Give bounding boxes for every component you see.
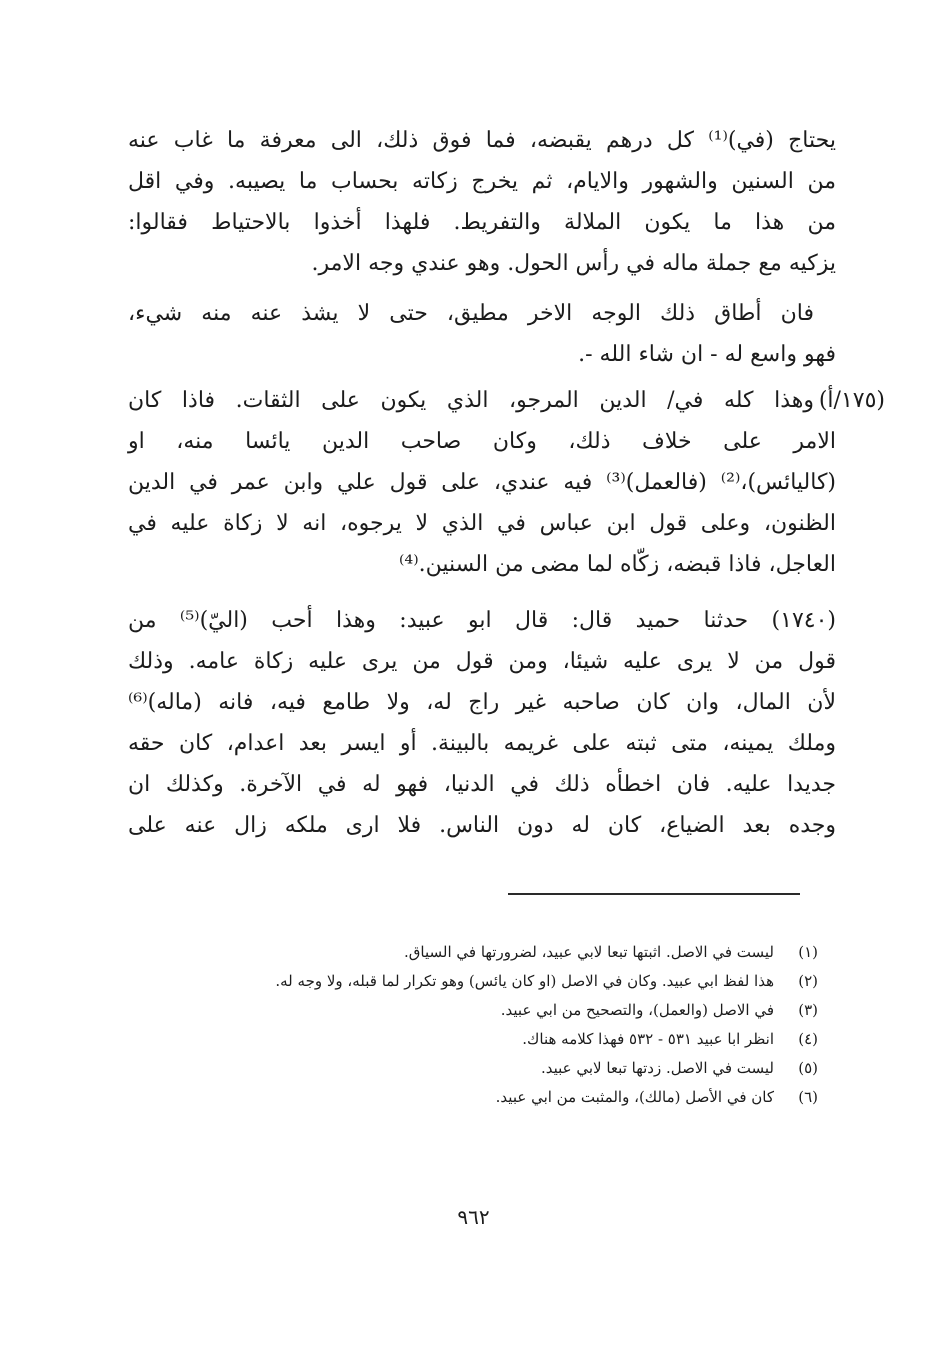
footnotes: [128, 940, 818, 1114]
footnote-text: ليست في الاصل. زدتها تبعا لابي عبيد.: [540, 1059, 774, 1077]
text-line: (١٧٤٠) حدثنا حميد قال: قال ابو عبيد: وهذا أحب (اليّ)⁽⁵⁾ من: [128, 608, 836, 633]
text-line: وملك يمينه، متى ثبته على غريمه بالبينة. أو ايسر بعد اعدام، كان حقه: [128, 731, 836, 756]
text-line: من السنين والشهور والايام، ثم يخرج زكاته بحساب ما يصيبه. وفي اقل: [128, 169, 836, 194]
text-line: الظنون، وعلى قول ابن عباس في الذي لا يرجوه، انه لا زكاة عليه في: [128, 511, 836, 536]
footnote-text: كان في الأصل (مالك)، والمثبت من ابي عبيد.: [495, 1088, 774, 1106]
footnote: [128, 1056, 818, 1081]
footnote-separator: [508, 893, 800, 895]
paragraph-2: [128, 293, 836, 375]
text-line: من هذا ما يكون الملالة والتفريط. فلهذا أخذوا بالاحتياط فقالوا:: [128, 210, 836, 235]
footnote-text: ليست في الاصل. اثبتها تبعا لابي عبيد، لضرورتها في السياق.: [403, 943, 774, 961]
page-number: ٩٦٢: [457, 1205, 490, 1229]
footnote: [128, 1085, 818, 1110]
footnote-text: في الاصل (والعمل)، والتصحيح من ابي عبيد.: [500, 1001, 774, 1019]
text-line: جديدا عليه. فان اخطأه ذلك في الدنيا، فهو له في الآخرة. وكذلك ان: [128, 772, 836, 797]
text-line: (كاليائس)،⁽²⁾ (فالعمل)⁽³⁾ فيه عندي، على قول علي وابن عمر في الدين: [128, 470, 836, 495]
footnote-text: انظر ابا عبيد ٥٣١ - ٥٣٢ فهذا كلامه هناك.: [522, 1030, 774, 1048]
footnote-number: (٥): [798, 1059, 818, 1077]
footnote-text: هذا لفظ ابي عبيد. وكان في الاصل (او كان يائس) وهو تكرار لما قبله، ولا وجه له.: [275, 972, 774, 990]
text-line: العاجل، فاذا قبضه، زكّاه لما مضى من السنين.⁽⁴⁾: [399, 552, 836, 577]
footnote-number: (٤): [798, 1030, 818, 1048]
footnote: [128, 998, 818, 1023]
text-line: وجده بعد الضياع، كان له دون الناس. فلا ارى ملكه زال عنه على: [128, 813, 836, 838]
text-line: وهذا كله في/ الدين المرجو، الذي يكون على الثقات. فاذا كان: [128, 388, 814, 413]
footnote: [128, 969, 818, 994]
text-line: يزكيه مع جملة ماله في رأس الحول. وهو عندي وجه الامر.: [311, 251, 836, 276]
footnote: [128, 1027, 818, 1052]
text-line: يحتاج (في)⁽¹⁾ كل درهم يقبضه، فما فوق ذلك، الى معرفة ما غاب عنه: [128, 128, 836, 153]
paragraph-4: [128, 600, 836, 846]
text-line: فان أطاق ذلك الوجه الاخر مطيق، حتى لا يشذ عنه منه شيء،: [128, 301, 814, 326]
footnote: [128, 940, 818, 965]
text-line: قول من لا يرى عليه شيئا، ومن قول من يرى عليه زكاة عامه. وذلك: [128, 649, 836, 674]
text-line: لأن المال، وان كان صاحبه غير راج له، ولا طامع فيه، فانه (ماله)⁽⁶⁾: [128, 690, 836, 715]
footnote-number: (٢): [798, 972, 818, 990]
text-line: فهو واسع له - ان شاء الله -.: [578, 342, 836, 367]
paragraph-1: [128, 120, 836, 284]
paragraph-3: [128, 380, 836, 585]
footnote-number: (٦): [798, 1088, 818, 1106]
footnote-number: (٣): [798, 1001, 818, 1019]
text-line: الامر على خلاف ذلك، وكان صاحب الدين يائسا منه، او: [128, 429, 836, 454]
footnote-number: (١): [798, 943, 818, 961]
folio-reference: (١٧٥/أ): [818, 388, 885, 413]
